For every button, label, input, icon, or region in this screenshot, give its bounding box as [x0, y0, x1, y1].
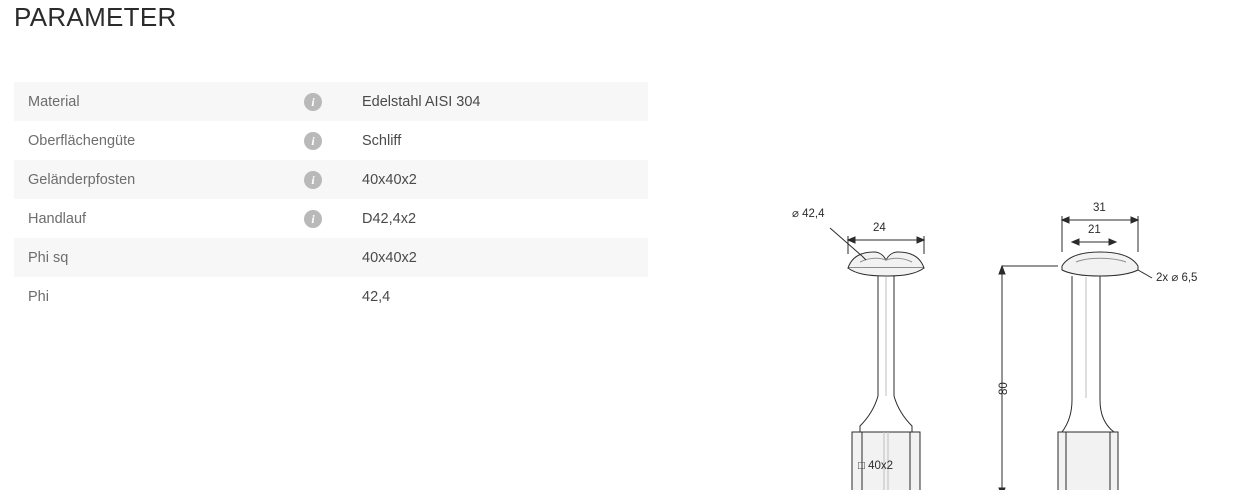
- drawing-svg: [800, 170, 1240, 490]
- info-icon[interactable]: i: [304, 210, 322, 228]
- dim-diameter-42: ⌀ 42,4: [792, 208, 825, 220]
- row-value: D42,4x2: [362, 210, 417, 227]
- table-row: [14, 82, 648, 121]
- row-info-cell: [304, 82, 354, 121]
- info-icon[interactable]: i: [304, 171, 322, 189]
- row-info-cell: [304, 121, 354, 160]
- dim-width-24: 24: [873, 222, 886, 234]
- row-value: 40x40x2: [362, 249, 417, 266]
- row-value: 40x40x2: [362, 171, 417, 188]
- row-label: Phi: [28, 288, 49, 305]
- table-row: [14, 199, 648, 238]
- row-label: Material: [28, 93, 80, 110]
- info-icon[interactable]: i: [304, 132, 322, 150]
- row-label: Handlauf: [28, 210, 87, 227]
- dim-hole-6-5: 2x ⌀ 6,5: [1156, 272, 1198, 284]
- row-info-cell: [304, 238, 354, 277]
- row-label: Phi sq: [28, 249, 69, 266]
- dim-inner-width-21: 21: [1088, 224, 1101, 236]
- table-row: [14, 277, 648, 316]
- table-row: [14, 160, 648, 199]
- row-info-cell: [304, 277, 354, 316]
- side-view-geometry: [1058, 252, 1152, 490]
- parameter-table: [14, 82, 648, 316]
- dim-base-40x2: □ 40x2: [858, 460, 894, 472]
- dim-top-width-31: 31: [1093, 202, 1106, 214]
- row-value: Schliff: [362, 132, 402, 149]
- table-row: [14, 121, 648, 160]
- info-icon[interactable]: i: [304, 93, 322, 111]
- front-view-geometry: [848, 252, 924, 490]
- row-value: 42,4: [362, 288, 391, 305]
- row-value: Edelstahl AISI 304: [362, 93, 481, 110]
- table-row: [14, 238, 648, 277]
- row-info-cell: [304, 199, 354, 238]
- row-info-cell: [304, 160, 354, 199]
- page-title: PARAMETER: [14, 2, 177, 32]
- row-label: Oberflächengüte: [28, 132, 136, 149]
- dim-height-80: 80: [998, 382, 1010, 395]
- row-label: Geländerpfosten: [28, 171, 136, 188]
- technical-drawing: [792, 170, 1240, 490]
